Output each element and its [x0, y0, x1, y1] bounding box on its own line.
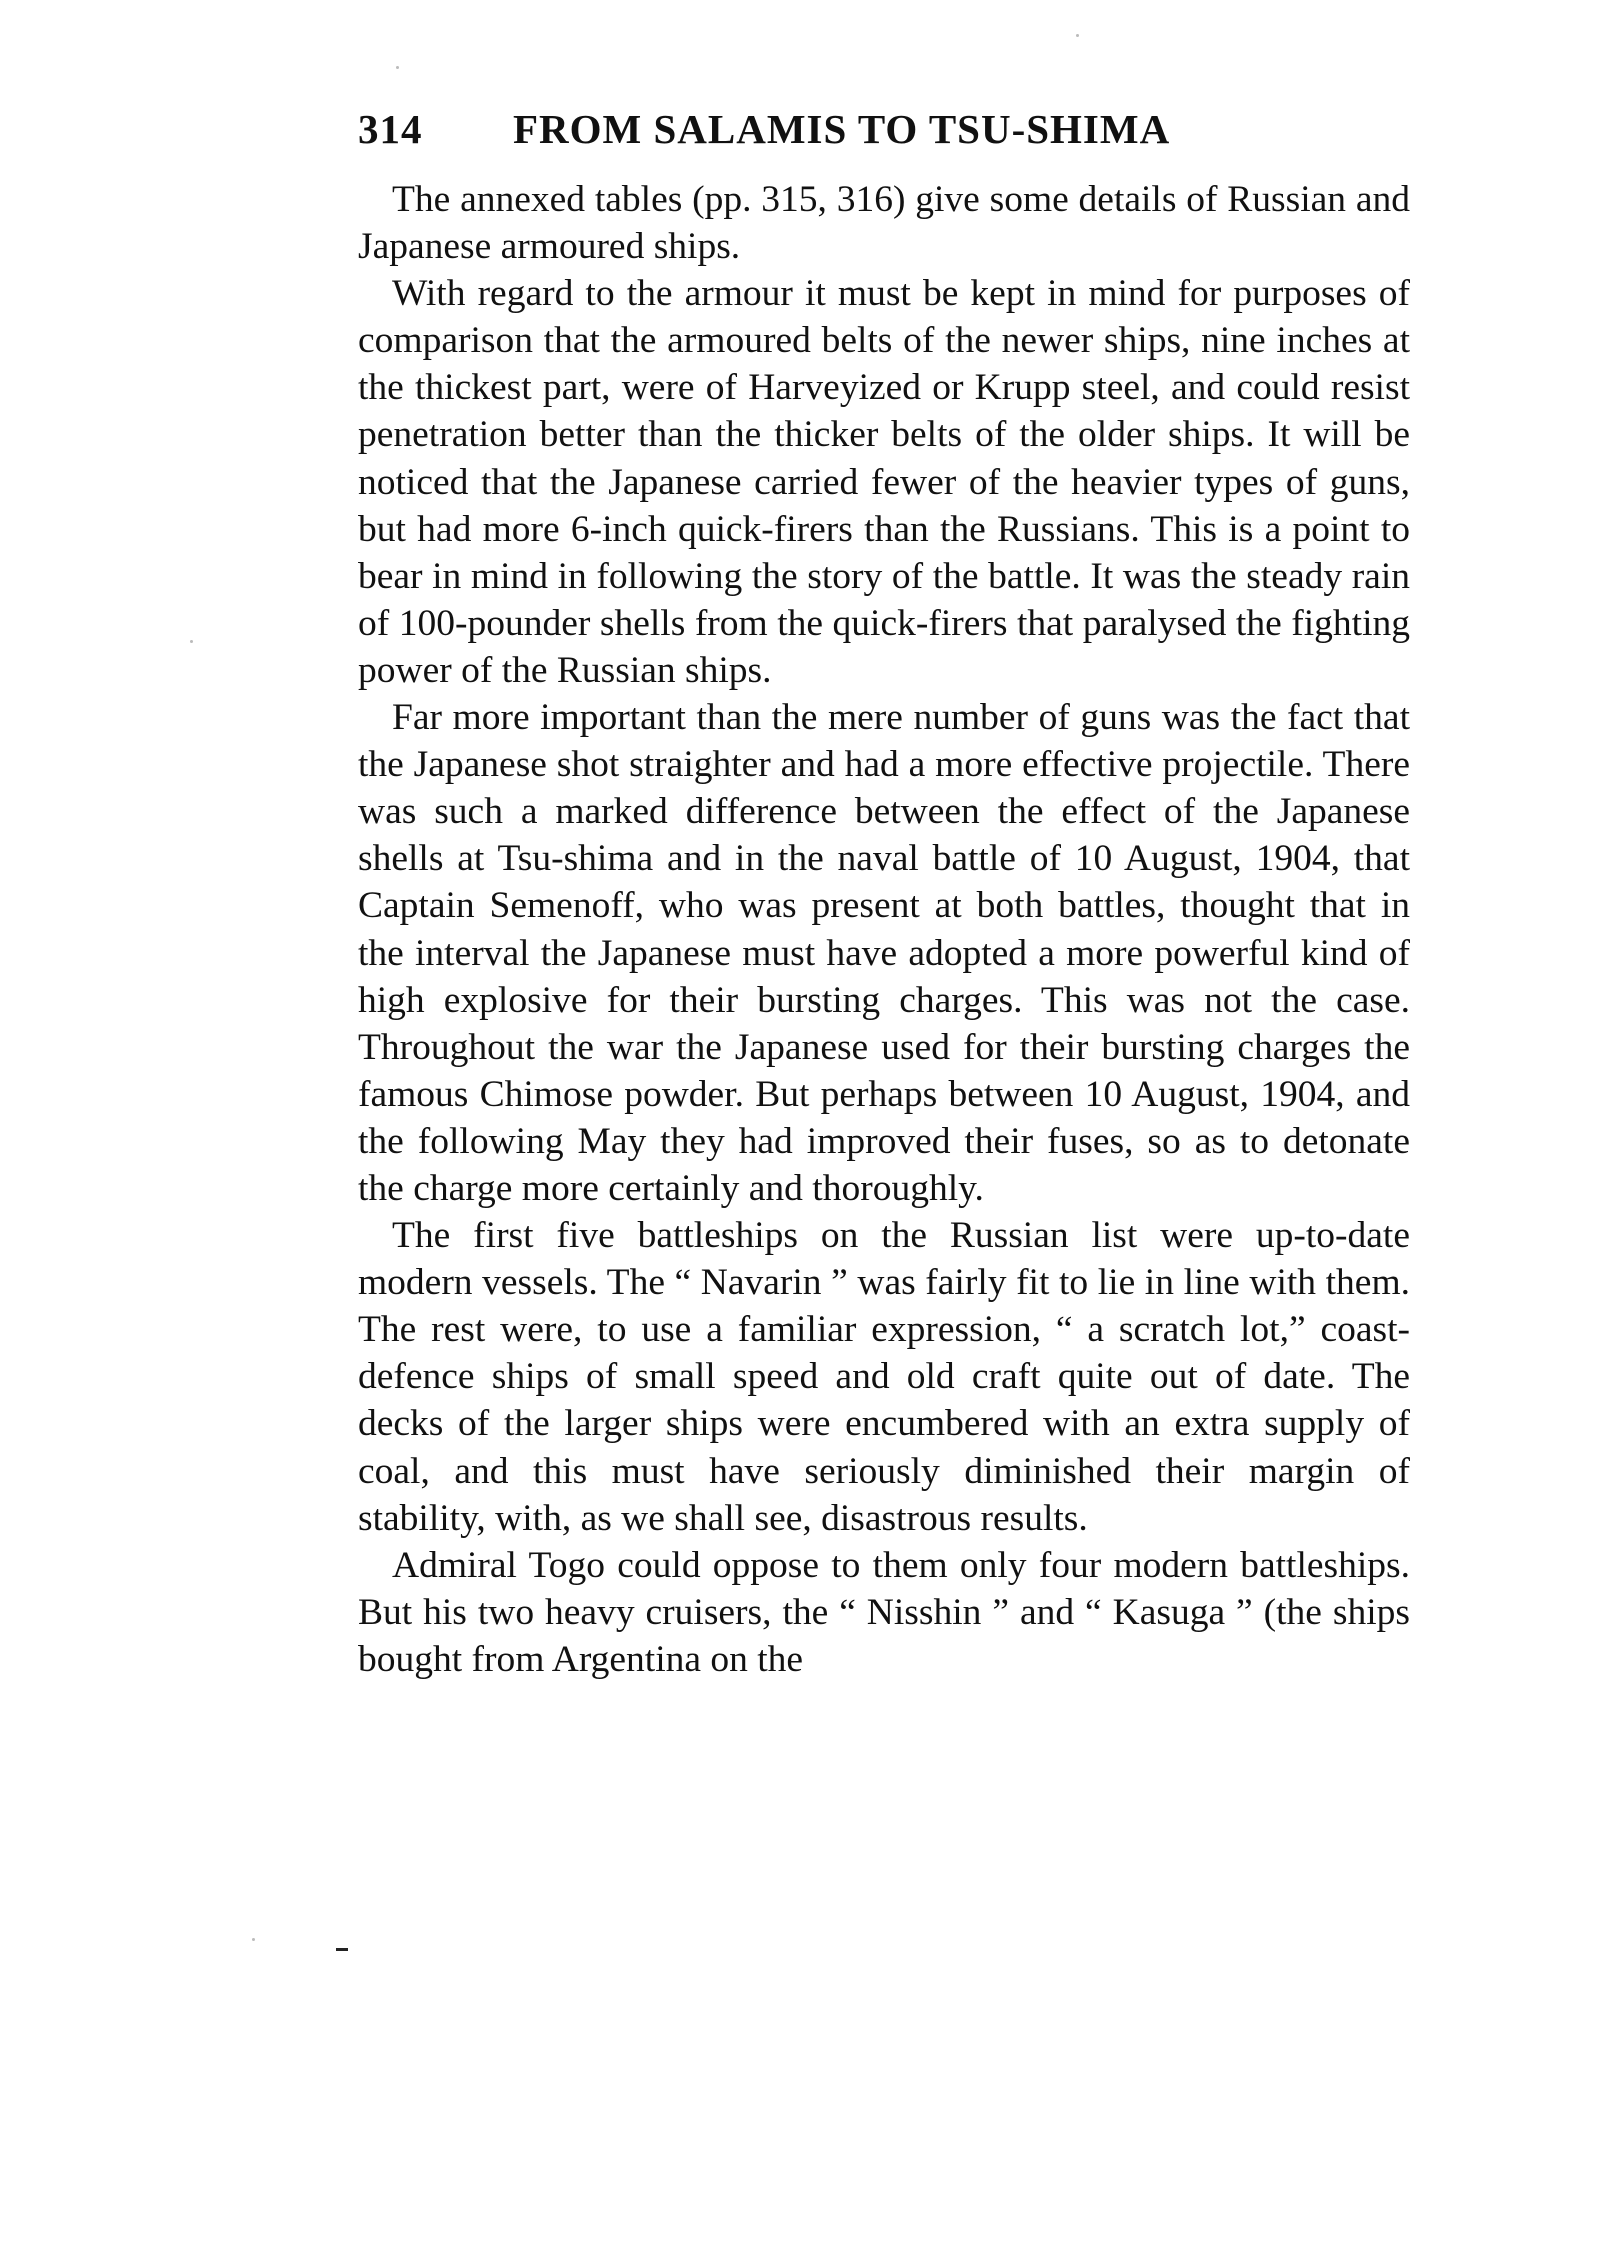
paragraph-annexed-tables: The annexed tables (pp. 315, 316) give some details of Russian and Japanese armoured ships.: [358, 179, 1410, 268]
scan-mark: [336, 1948, 348, 1951]
running-title: FROM SALAMIS TO TSU-SHIMA: [513, 106, 1171, 152]
scan-speck: [396, 66, 399, 69]
scan-speck: [190, 640, 193, 643]
paragraph-armour: With regard to the armour it must be kept in mind for purposes of comparison that the armoured belts of the newer ships, nine inches at the thickest part, were of Harveyized or Krupp steel, and could resist penetration better than the thicker belts of the older ships. It will be noticed that the Japanese carried fewer of the heavier types of guns, but had more 6-inch quick-firers than the Russians. This is a point to bear in mind in following the story of the battle. It was the steady rain of 100-pounder shells from the quick-firers that paralysed the fighting power of the Russian ships.: [358, 273, 1410, 691]
paragraph-admiral-togo: Admiral Togo could oppose to them only four modern battleships. But his two heavy cruisers, the “ Nisshin ” and “ Kasuga ” (the ships bought from Argentina on the: [358, 1544, 1410, 1680]
page-number: 314: [358, 106, 423, 152]
scan-speck: [1076, 34, 1079, 37]
paragraph-projectile: Far more important than the mere number of guns was the fact that the Japanese shot straighter and had a more effective projectile. There was such a marked difference between the effect of the Japanese shells at Tsu-shima and in the naval battle of 10 August, 1904, that Captain Semenoff, who was present at both battles, thought that in the interval the Japanese must have adopted a more powerful kind of high explosive for their bursting charges. This was not the case. Throughout the war the Japanese used for their bursting charges the famous Chimose powder. But perhaps between 10 August, 1904, and the following May they had improved their fuses, so as to detonate the charge more certainly and thoroughly.: [358, 697, 1410, 1209]
paragraph-russian-list: The first five battleships on the Russian list were up-to-date modern vessels. The “ Navarin ” was fairly fit to lie in line with them. The rest were, to use a familiar expression, “ a scratch lot,” coast-defence ships of small speed and old craft quite out of date. The decks of the larger ships were encumbered with an extra supply of coal, and this must have seriously diminished their margin of stability, with, as we shall see, disastrous results.: [358, 1215, 1410, 1539]
scan-speck: [252, 1938, 255, 1941]
running-header: [358, 105, 1418, 165]
body-text: [358, 176, 1410, 1683]
